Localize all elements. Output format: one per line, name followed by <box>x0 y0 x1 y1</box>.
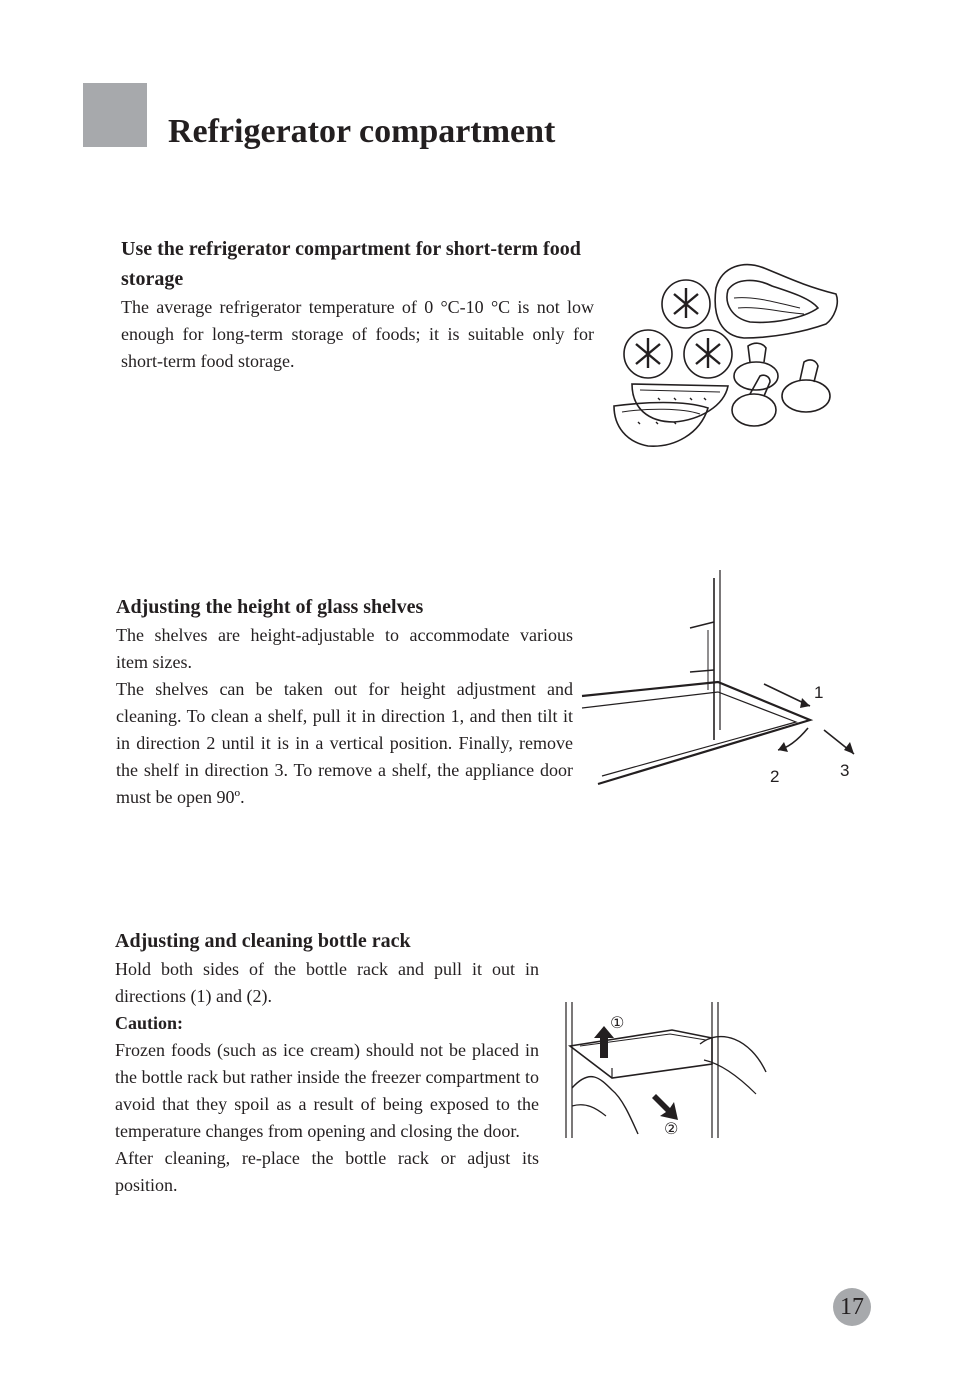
section-paragraph: The shelves can be taken out for height adjustment and cleaning. To clean a shelf, pull it in direction 1, and then tilt it in direction 2 until it is in a vertical position. Finally, remove the shelf in direction 3. To remove a shelf, the appliance door must be open 90º. <box>116 679 573 807</box>
caution-label: Caution: <box>115 1013 184 1033</box>
shelf-label-2: 2 <box>770 767 780 786</box>
section-heading: Adjusting and cleaning bottle rack <box>115 930 411 952</box>
page-title: Refrigerator compartment <box>168 113 556 150</box>
section-heading: Adjusting the height of glass shelves <box>116 596 424 618</box>
caution-paragraph: Frozen foods (such as ice cream) should not be placed in the bottle rack but rather inside the freezer compartment to avoid that they spoil as a result of being exposed to the temperature changes from opening and closing the door. <box>115 1040 539 1141</box>
rack-label-1: ① <box>610 1015 625 1032</box>
rack-label-2: ② <box>664 1121 679 1138</box>
title-gray-block <box>83 83 147 147</box>
section-paragraph: The shelves are height-adjustable to accommodate various item sizes. <box>116 625 573 672</box>
section-paragraph: Hold both sides of the bottle rack and pull it out in directions (1) and (2). <box>115 959 539 1006</box>
section-bottle-rack <box>115 926 539 1199</box>
section-glass-shelves <box>116 592 573 811</box>
section-paragraph: The average refrigerator temperature of 0 °C-10 °C is not low enough for long-term storage of foods; it is suitable only for short-term food storage. <box>121 297 594 371</box>
page-number: 17 <box>833 1288 871 1326</box>
food-illustration <box>604 258 844 454</box>
shelf-label-3: 3 <box>840 761 850 780</box>
shelf-label-1: 1 <box>814 683 824 702</box>
shelf-removal-diagram <box>578 570 868 800</box>
section-short-term-storage <box>121 234 594 375</box>
caution-paragraph: After cleaning, re-place the bottle rack or adjust its position. <box>115 1148 539 1195</box>
section-heading: Use the refrigerator compartment for short-term food storage <box>121 238 581 290</box>
bottle-rack-diagram <box>560 998 770 1142</box>
